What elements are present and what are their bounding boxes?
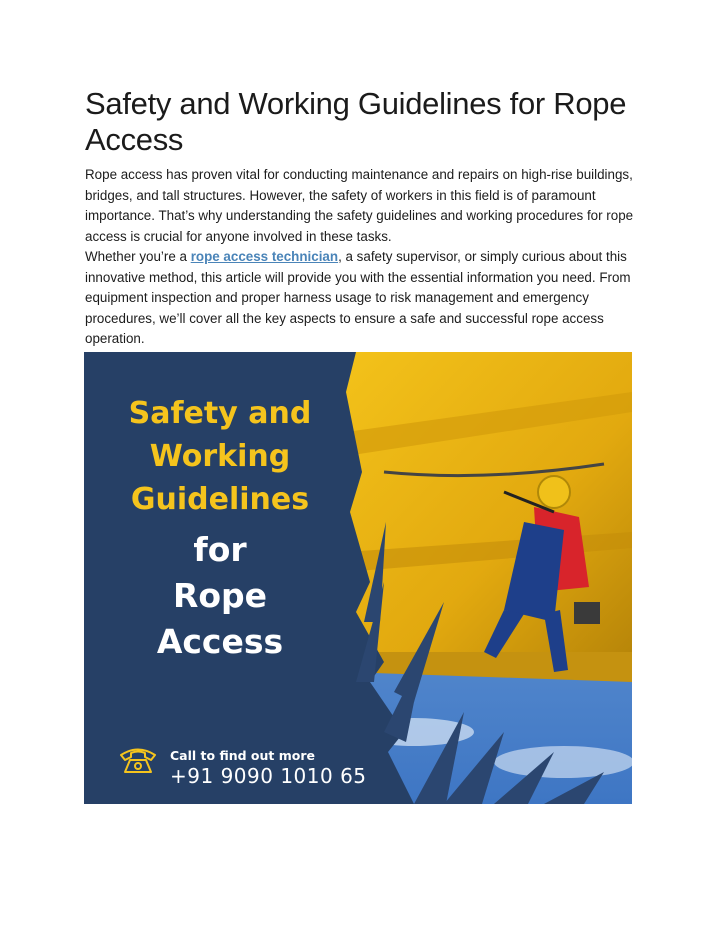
banner-line-5: Rope — [172, 576, 268, 615]
banner-line-1: Safety and — [128, 396, 312, 431]
second-paragraph — [85, 247, 635, 350]
intro-paragraph: Rope access has proven vital for conducting maintenance and repairs on high-rise buildings, bridges, and tall structures. However, the safety of workers in this field is of paramount importance. That’s why understanding the safety guidelines and working procedures for rope access is crucial for anyone involved in these tasks. — [85, 167, 634, 244]
rope-access-technician-link[interactable]: rope access technician — [190, 249, 339, 264]
paragraph-text-before-link: Whether you’re a — [85, 249, 191, 264]
banner-headline — [84, 392, 356, 665]
banner-line-2: Working — [149, 439, 291, 474]
banner-line-4: for — [193, 530, 247, 569]
banner-line-3: Guidelines — [130, 482, 310, 517]
banner-line-6: Access — [156, 622, 284, 661]
promo-banner-image — [84, 352, 632, 804]
cta-label: Call to find out more — [170, 748, 315, 763]
cta-phone-number: +91 9090 1010 65 — [170, 764, 367, 788]
article-title: Safety and Working Guidelines for Rope Access — [85, 86, 627, 157]
telephone-icon — [118, 746, 158, 774]
paragraph-text-after-link: , a safety supervisor, or simply curious about this innovative method, this article will provide you with the essential information you need. From equipment inspection and proper harness usage to risk management and emergency procedures, we’ll cover all the key aspects to ensure a safe and successful rope access operation. — [85, 249, 631, 346]
